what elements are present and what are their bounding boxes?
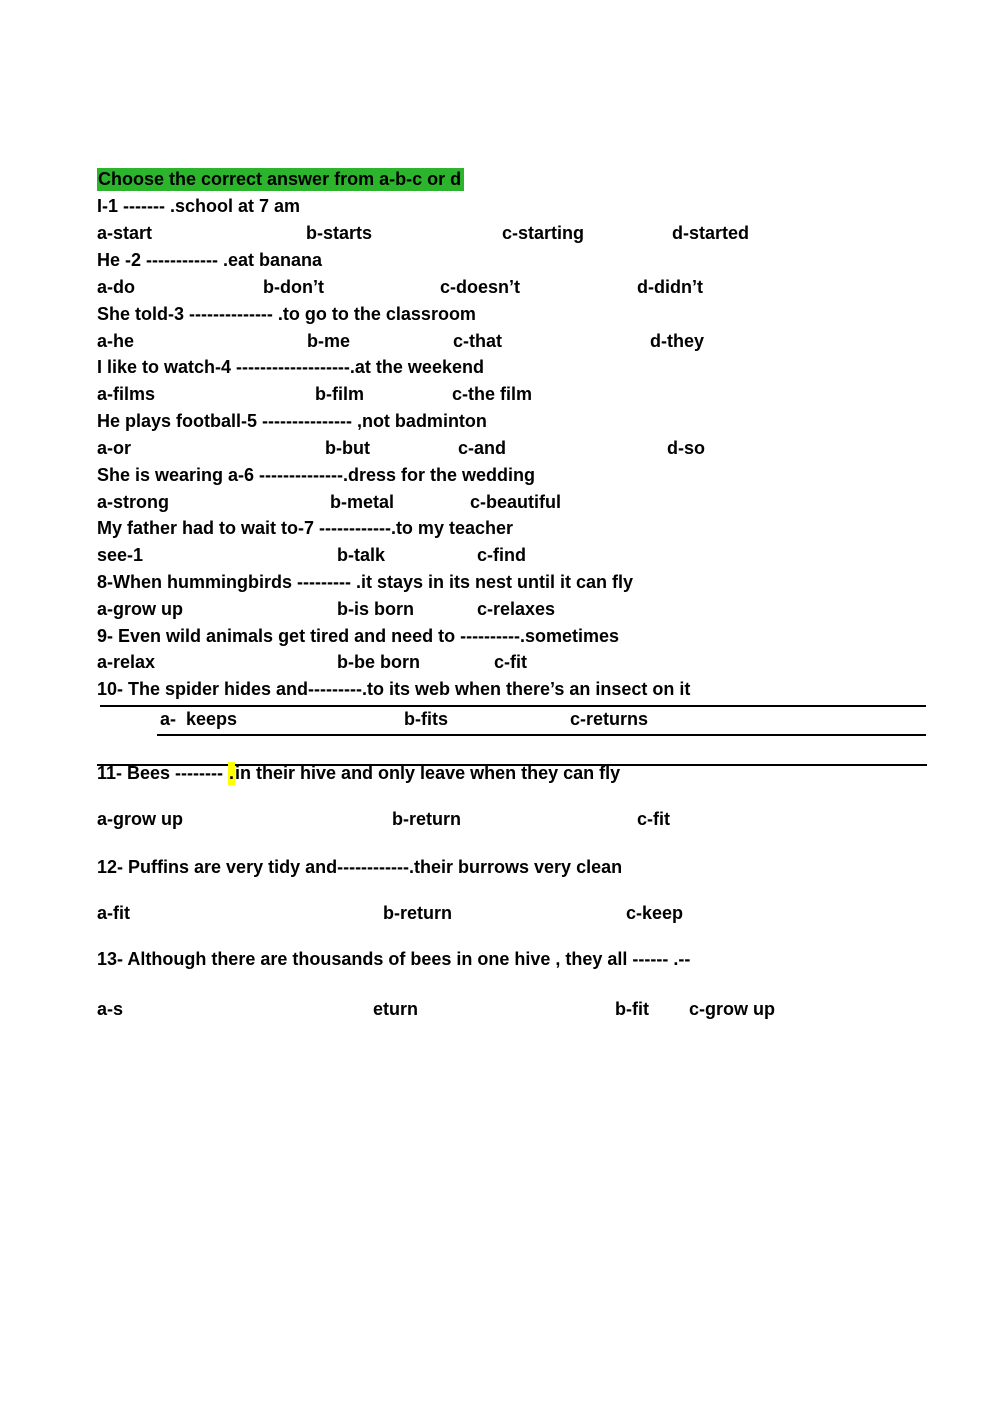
text-run: 13- Although there are thousands of bees in one hive , they all ------ .-- — [97, 949, 691, 969]
text-run: 9- Even wild animals get tired and need to ----------.sometimes — [97, 626, 620, 646]
option-choice: b-film — [315, 384, 364, 404]
options-row — [97, 598, 957, 621]
text-run: in their hive and only leave when they can fly — [235, 763, 621, 783]
option-choice: b-return — [392, 809, 461, 829]
option-choice: a-grow up — [97, 599, 183, 619]
question-line — [97, 571, 633, 594]
option-choice: b-don’t — [263, 277, 324, 297]
horizontal-rule — [157, 734, 926, 736]
option-choice: a-or — [97, 438, 132, 458]
horizontal-rule — [100, 705, 926, 707]
option-choice: d-didn’t — [637, 277, 703, 297]
option-choice: b-but — [325, 438, 370, 458]
options-row — [97, 437, 957, 460]
option-choice: d-so — [667, 438, 705, 458]
option-choice: d-started — [672, 223, 750, 243]
question-line — [97, 464, 535, 487]
text-run: 12- Puffins are very tidy and------------.their burrows very clean — [97, 857, 623, 877]
option-choice: b-is born — [337, 599, 414, 619]
option-choice: b-metal — [330, 492, 395, 512]
highlighted-text: Choose the correct answer from a-b-c or d — [97, 168, 464, 191]
option-choice: b-return — [383, 903, 452, 923]
option-choice: c-find — [477, 545, 526, 565]
question-line — [97, 948, 690, 971]
option-choice: c-and — [458, 438, 507, 458]
question-line — [97, 303, 476, 326]
option-choice: c-fit — [494, 652, 527, 672]
option-choice: a-fit — [97, 903, 130, 923]
option-choice: b-be born — [337, 652, 420, 672]
question-line — [97, 356, 484, 379]
question-line — [97, 410, 487, 433]
options-row — [97, 651, 957, 674]
options-row — [97, 330, 957, 353]
option-choice: c-that — [453, 331, 502, 351]
text-run: He plays football-5 --------------- ,not badminton — [97, 411, 487, 431]
option-choice: eturn — [373, 999, 418, 1019]
text-run: I like to watch-4 -------------------.at the weekend — [97, 357, 484, 377]
question-line — [97, 249, 322, 272]
option-choice: b-fit — [615, 999, 649, 1019]
options-row — [97, 902, 957, 925]
question-line — [97, 625, 619, 648]
option-choice: c-relaxes — [477, 599, 556, 619]
option-choice: a-start — [97, 223, 153, 243]
text-run: He -2 ------------ .eat banana — [97, 250, 322, 270]
option-choice: see-1 — [97, 545, 144, 565]
option-choice: a-he — [97, 331, 135, 351]
text-run: 11- Bees -------- — [97, 763, 229, 783]
text-run: My father had to wait to-7 ------------.to my teacher — [97, 518, 513, 538]
option-choice: b-fits — [404, 709, 448, 729]
option-choice: b-me — [307, 331, 351, 351]
question-line — [97, 195, 300, 218]
question-line — [97, 856, 622, 879]
option-choice: c-keep — [626, 903, 684, 923]
option-choice: a-s — [97, 999, 124, 1019]
option-choice: a-do — [97, 277, 135, 297]
question-line — [97, 678, 690, 701]
option-choice: a- keeps — [160, 709, 238, 729]
question-line — [97, 517, 513, 540]
option-choice: c-beautiful — [470, 492, 562, 512]
options-row — [97, 383, 957, 406]
text-run: I-1 ------- .school at 7 am — [97, 196, 301, 216]
text-run: 10- The spider hides and---------.to its web when there’s an insect on it — [97, 679, 691, 699]
question-line — [97, 762, 620, 785]
option-choice: c-starting — [502, 223, 585, 243]
option-choice: a-films — [97, 384, 156, 404]
option-choice: c-grow up — [689, 999, 775, 1019]
options-row — [97, 491, 957, 514]
option-choice: b-starts — [306, 223, 373, 243]
options-row — [97, 708, 957, 731]
option-choice: a-grow up — [97, 809, 183, 829]
option-choice: d-they — [650, 331, 704, 351]
option-choice: c-doesn’t — [440, 277, 521, 297]
options-row — [97, 222, 957, 245]
options-row — [97, 808, 957, 831]
option-choice: a-strong — [97, 492, 169, 512]
option-choice: c-the film — [452, 384, 533, 404]
options-row — [97, 544, 957, 567]
options-row — [97, 998, 957, 1021]
exercise-title — [97, 168, 464, 191]
option-choice: b-talk — [337, 545, 386, 565]
option-choice: c-returns — [570, 709, 649, 729]
options-row — [97, 276, 957, 299]
text-run: She told-3 -------------- .to go to the classroom — [97, 304, 476, 324]
option-choice: c-fit — [637, 809, 670, 829]
option-choice: a-relax — [97, 652, 156, 672]
text-run: 8-When hummingbirds --------- .it stays in its nest until it can fly — [97, 572, 634, 592]
text-run: She is wearing a-6 --------------.dress for the wedding — [97, 465, 536, 485]
highlighted-text: . — [229, 763, 235, 783]
